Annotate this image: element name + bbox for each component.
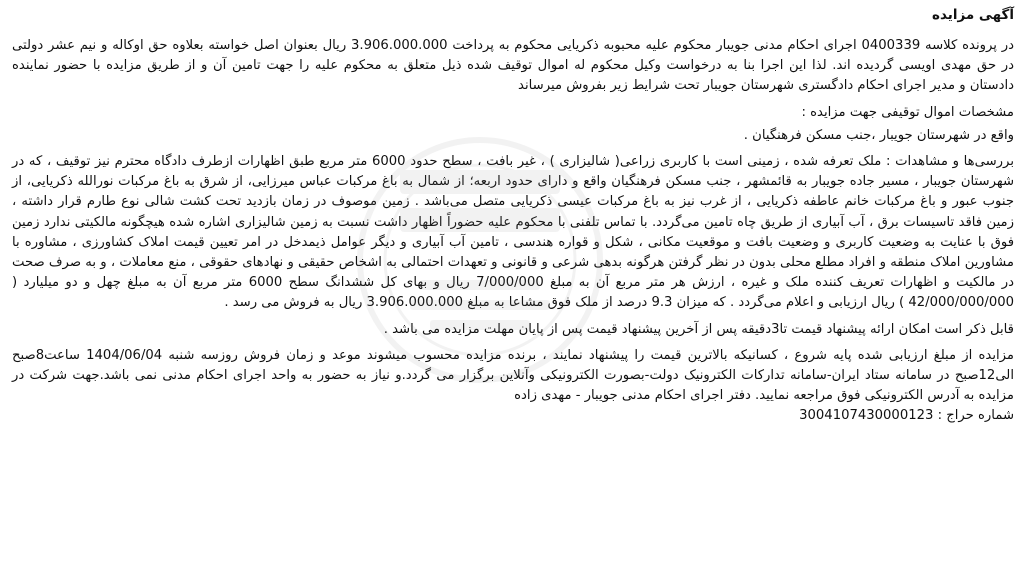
notice-title: آگهی مزایده (932, 7, 1014, 23)
auction-number-label: شماره حراج : (937, 408, 1014, 424)
objection-line: قابل ذکر است امکان ارائه پیشنهاد قیمت تا3دقیقه پس از آخرین پیشنهاد قیمت پس از پایان مهلت مزایده می باشد . (383, 321, 1014, 337)
intro-paragraph: در پرونده کلاسه 0400339 اجرای احکام مدنی جویبار محکوم علیه محبوبه ذکریایی محکوم به پرداخت 3.906.000.000 ریال بعنوان اصل خواسته بعلاوه حق اوکاله و نیم عشر دولتی در حق مهدی اویسی گردیده اند. لذا این اجرا بنا به درخواست وکیل محکوم له اموال توقیف شده ذیل متعلق به محکوم علیه را جهت تامین آن و از طریق مزایده با حضور نماینده دادستان و مدیر اجرای احکام دادگستری شهرستان جویبار تحت شرایط زیر بفروش میرساند (12, 38, 1015, 94)
location-line: واقع در شهرستان جویبار ،جنب مسکن فرهنگیان . (743, 127, 1014, 143)
auction-paragraph: مزایده از مبلغ ارزیابی شده پایه شروع ، کسانیکه بالاترین قیمت را پیشنهاد نمایند ، برنده مزایده محسوب میشوند موعد و زمان فروش روزسه شنبه 1404/06/04 ساعت8صبح الی12صبح در سامانه ستاد ایران-سامانه تدارکات الکترونیک دولت-بصورت الکترونیکی وآنلاین برگزار می گردد.و نیاز به حضور به واحد اجرای احکام مدنی نمی باشد.جهت شرکت در مزایده به آدرس الکترونیکی فوق مراجعه نمایید. دفتر اجرای احکام مدنی جویبار - مهدی زاده (12, 347, 1014, 404)
inspection-paragraph: بررسی‌ها و مشاهدات : ملک تعرفه شده ، زمینی است با کاربری زراعی( شالیزاری ) ، غیر بافت ، سطح حدود 6000 متر مربع طبق اظهارات ازطرف دادگاه محترم نیز توقیف ، که در شهرستان جویبار ، مسیر جاده جویبار به قائمشهر ، جنب مسکن فرهنگیان واقع و دارای حدود اربعه‌؛ از شمال به باغ مرکبات عباس میرزایی، از شرق به باغ مرکبات نورالله ذکریایی، از جنوب عبور و باغ مرکبات خانم عاطفه ذکریایی ، از غرب نیز به باغ مرکبات عیسی ذکریایی متصل می‌باشد . زمین موصوف در زمان بازدید تحت کشت شالی نوع طارم قرار داشته ، زمین فاقد تاسیسات برق ، آب آبیاری از طریق چاه تامین می‌گردد. با تماس تلفنی با محکوم علیه حضوراً اظهار داشت نسبت به زمین شالیزاری اشاره شده هیچگونه مالکیتی ندارد زمین فوق با عنایت به وضعیت کاربری و وضعیت بافت و موقعیت مکانی ، شکل و قواره هندسی ، تامین آب آبیاری و دیگر عوامل ذیمدخل در امر تعیین قیمت املاک کشاورزی ، مشاوره با مشاورین املاک منطقه و افراد مطلع محلی بدون در نظر گرفتن هرگونه بدهی شرعی و قانونی و تعهدات احتمالی به اشخاص حقیقی و نهادهای حقوقی ، منع معاملات ، و به صرف صحت در مالکیت و اظهارات تعریف کننده ملک و غیره ، ارزش هر متر مربع آن به مبلغ 7/000/000 ریال و بهای کل ششدانگ سطح 6000 متر مربع آن به مبلغ چهل و دو میلیارد ( 42/000/000/000 ) ریال ارزیابی و اعلام می‌گردد . که میزان 9.3 درصد از ملک فوق مشاعا به مبلغ 3.906.000.000 ریال به فروش می رسد . (12, 154, 1014, 311)
auction-number: 3004107430000123 (799, 408, 934, 424)
auction-number-line (12, 406, 1014, 426)
section-heading: مشخصات اموال توقیفی جهت مزایده : (801, 104, 1014, 120)
